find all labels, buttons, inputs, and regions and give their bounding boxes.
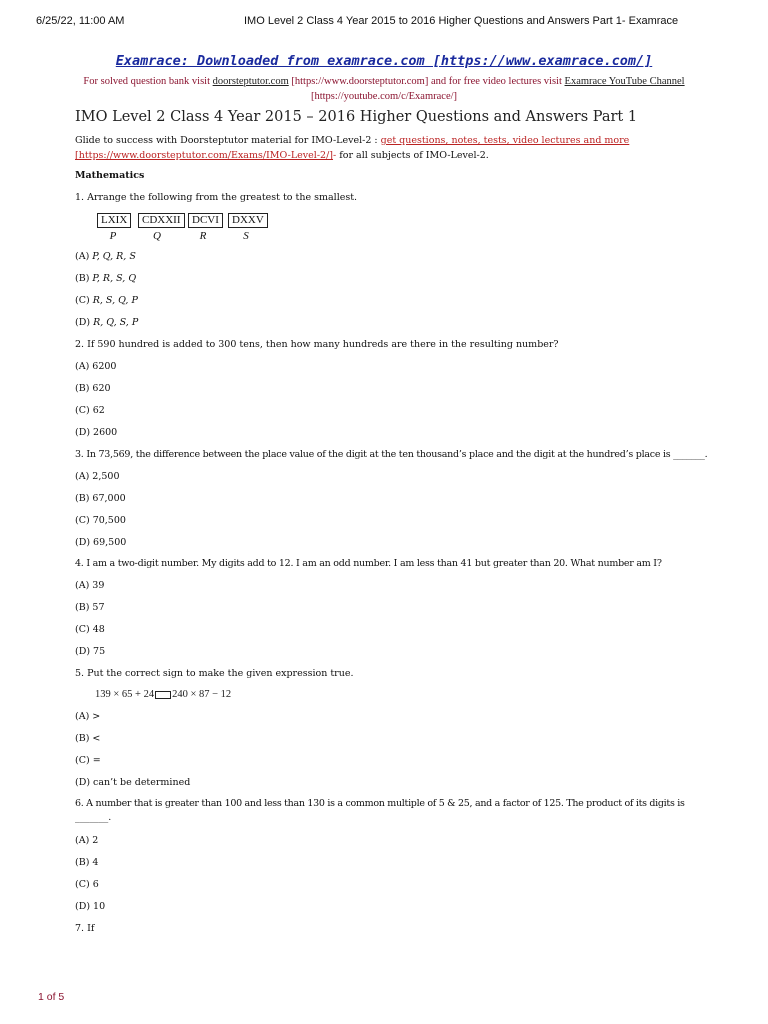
option-key: (C): [75, 295, 93, 306]
section-heading: Mathematics: [75, 170, 145, 181]
numeral-label: Q: [153, 230, 161, 242]
option: [75, 251, 136, 262]
option-key: (B): [75, 273, 93, 284]
option-key: (D): [75, 317, 94, 328]
question-6: 6. A number that is greater than 100 and less than 130 is a common multiple of 5 & 25, and a factor of 125. The product of its digits is: [75, 798, 685, 809]
question-3: 3. In 73,569, the difference between the place value of the digit at the ten thousand’s place and the digit at the hundred’s place is _______.: [75, 449, 708, 460]
option: (C) 62: [75, 405, 105, 416]
guide-url-link[interactable]: [https://www.doorsteptutor.com/Exams/IMO-Level-2/]: [75, 150, 333, 161]
option-value: R, S, Q, P: [92, 295, 138, 306]
option: (A) 39: [75, 580, 105, 591]
option: (A) 2: [75, 835, 99, 846]
doorsteptutor-link[interactable]: doorsteptutor.com: [212, 76, 289, 87]
promo-text-2: [https://www.doorsteptutor.com]: [288, 76, 429, 87]
option: (D) 69,500: [75, 537, 127, 548]
numeral-label: S: [243, 230, 249, 242]
question-7: 7. If: [75, 923, 95, 934]
examrace-banner-link[interactable]: Examrace: Downloaded from examrace.com [https://www.examrace.com/]: [115, 53, 653, 69]
option: (A) >: [75, 711, 101, 722]
youtube-channel-link[interactable]: Examrace YouTube Channel: [564, 76, 685, 87]
guide-text-2: for all subjects of IMO-Level-2.: [336, 150, 489, 161]
option: (C) 70,500: [75, 515, 126, 526]
option: (D) 2600: [75, 427, 118, 438]
math-expression: [95, 689, 231, 700]
numeral-box: DXXV: [228, 213, 268, 228]
option-value: P, Q, R, S: [92, 251, 136, 262]
option: (C) 48: [75, 624, 105, 635]
option: (C) =: [75, 755, 101, 766]
header-datetime: 6/25/22, 11:00 AM: [36, 15, 125, 27]
document-title: IMO Level 2 Class 4 Year 2015 – 2016 Higher Questions and Answers Part 1: [75, 109, 638, 125]
guide-text-1: Glide to success with Doorsteptutor material for IMO-Level-2 :: [75, 135, 381, 146]
option: (B) 4: [75, 857, 99, 868]
numeral-box: CDXXII: [138, 213, 185, 228]
expression-right: 240 × 87 − 12: [172, 689, 232, 700]
option-value: R, Q, S, P: [93, 317, 139, 328]
guide-materials-link[interactable]: get questions, notes, tests, video lectures and more: [380, 135, 630, 146]
numeral-box: DCVI: [188, 213, 223, 228]
question-5: 5. Put the correct sign to make the given expression true.: [75, 668, 354, 679]
option: (B) <: [75, 733, 101, 744]
header-page-title: IMO Level 2 Class 4 Year 2015 to 2016 Higher Questions and Answers Part 1- Examrace: [244, 15, 679, 27]
guide-dash: -: [333, 150, 337, 161]
option: (A) 6200: [75, 361, 117, 372]
option: (B) 620: [75, 383, 111, 394]
option: (D) 75: [75, 646, 106, 657]
promo-text-4: [https://youtube.com/c/Examrace/]: [310, 91, 458, 102]
expression-left: 139 × 65 + 24: [95, 689, 155, 700]
question-1: 1. Arrange the following from the greatest to the smallest.: [75, 192, 358, 203]
question-4: 4. I am a two-digit number. My digits add to 12. I am an odd number. I am less than 41 but greater than 20. What number am I?: [75, 558, 662, 569]
promo-text-1: For solved question bank visit: [83, 76, 213, 87]
option: (D) can’t be determined: [75, 777, 191, 788]
option: (D) 10: [75, 901, 106, 912]
option: [75, 273, 136, 284]
answer-blank: [155, 691, 171, 699]
option: (A) 2,500: [75, 471, 120, 482]
option: (B) 67,000: [75, 493, 126, 504]
promo-text: [70, 74, 698, 104]
question-2: 2. If 590 hundred is added to 300 tens, then how many hundreds are there in the resulting number?: [75, 339, 559, 350]
numeral-box: LXIX: [97, 213, 131, 228]
option: (B) 57: [75, 602, 105, 613]
option: [75, 317, 138, 328]
question-6-blank: _______.: [75, 812, 112, 823]
guide-paragraph: [75, 133, 675, 163]
option-key: (A): [75, 251, 93, 262]
numeral-label: R: [199, 230, 207, 242]
promo-text-3: and for free video lectures visit: [428, 76, 565, 87]
option: [75, 295, 138, 306]
page-counter: 1 of 5: [38, 991, 65, 1003]
option-value: P, R, S, Q: [92, 273, 137, 284]
option: (C) 6: [75, 879, 99, 890]
numeral-label: P: [109, 230, 117, 242]
